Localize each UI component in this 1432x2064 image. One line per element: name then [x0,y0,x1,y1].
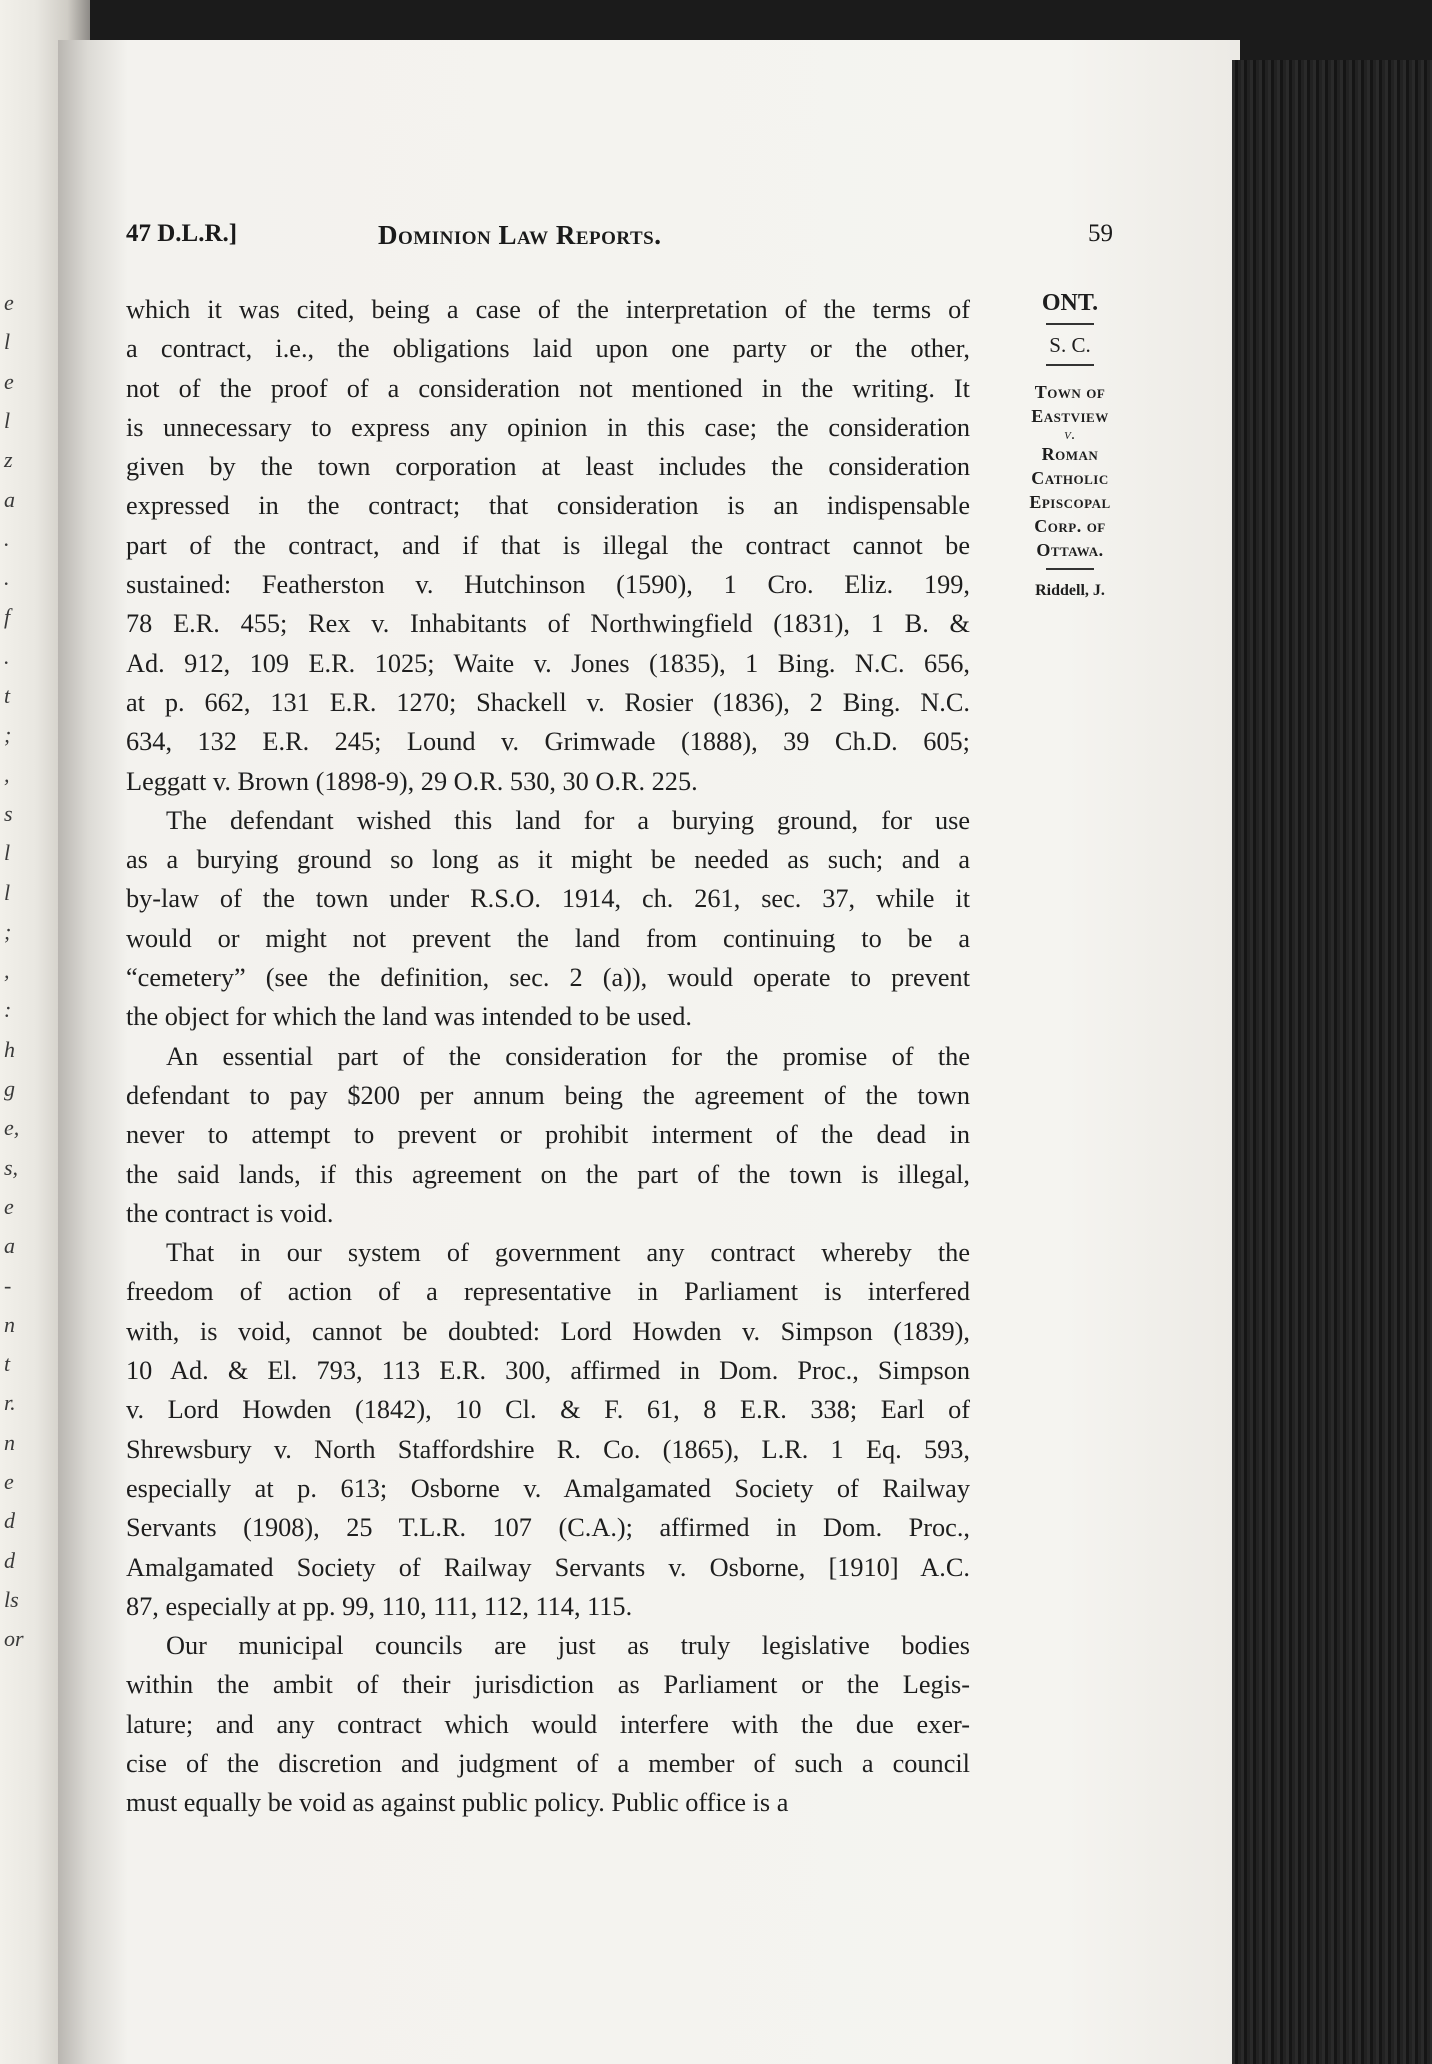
facing-page-char: s, [4,1154,19,1180]
text-line: is unnecessary to express any opinion in this case; the consideration [126,412,970,442]
paragraph-4 [126,1233,970,1626]
text-line: lature; and any contract which would interfere with the due exer- [126,1709,970,1739]
text-line: Our municipal councils are just as truly legislative bodies [166,1631,970,1661]
court-label: ONT. [1041,290,1099,316]
text-line: 87, especially at pp. 99, 110, 111, 112, 114, 115. [126,1591,633,1621]
text-line: Servants (1908), 25 T.L.R. 107 (C.A.); affirmed in Dom. Proc., [126,1513,970,1543]
text-line: the contract is void. [126,1198,334,1228]
text-line: with, is void, cannot be doubted: Lord Howden v. Simpson (1839), [126,1316,970,1346]
facing-page-char: f [4,604,11,630]
facing-page-char: , [4,761,10,787]
facing-page-char: e [4,1469,14,1494]
marginal-sidenote [990,290,1150,600]
judge-name: Riddell, J. [1035,582,1105,599]
page-number: 59 [1088,220,1113,247]
facing-page-char: g [4,1076,15,1101]
facing-page-char: . [4,565,10,591]
text-line: not of the proof of a consideration not mentioned in the writing. It [126,373,970,403]
text-line: An essential part of the consideration for the promise of the [166,1041,970,1071]
text-line: Leggatt v. Brown (1898-9), 29 O.R. 530, 30 O.R. 225. [126,766,698,796]
paragraph-1 [126,290,970,801]
body-text [126,290,970,1823]
facing-page-char: h [4,1036,15,1062]
facing-page-char: ; [4,722,12,748]
text-line: v. Lord Howden (1842), 10 Cl. & F. 61, 8 E.R. 338; Earl of [126,1395,970,1425]
text-line: Shrewsbury v. North Staffordshire R. Co. (1865), L.R. 1 Eq. 593, [126,1434,970,1464]
text-line: Ad. 912, 109 E.R. 1025; Waite v. Jones (1835), 1 Bing. N.C. 656, [126,648,970,678]
facing-page-char: n [4,1311,15,1337]
text-line: must equally be void as against public policy. Public office is a [126,1788,789,1818]
text-line: especially at p. 613; Osborne v. Amalgamated Society of Railway [126,1473,970,1503]
volume-label: 47 D.L.R.] [126,220,238,247]
facing-page-char: e, [4,1115,20,1141]
facing-page-char: e [4,1193,14,1219]
facing-page-char: l [4,329,11,355]
text-line: by-law of the town under R.S.O. 1914, ch. 261, sec. 37, while it [126,884,970,914]
facing-page-char: . [4,643,10,669]
text-line: Amalgamated Society of Railway Servants v. Osborne, [1910] A.C. [126,1552,970,1582]
text-line: at p. 662, 131 E.R. 1270; Shackell v. Rosier (1836), 2 Bing. N.C. [126,687,970,717]
paragraph-5 [126,1626,970,1822]
facing-page-char: d [4,1547,15,1573]
text-line: cise of the discretion and judgment of a member of such a council [126,1748,970,1778]
report-title: Dominion Law Reports. [378,220,662,250]
facing-page-char: a [4,1233,15,1259]
facing-page-char: : [4,997,12,1023]
facing-page-char: e [4,290,14,315]
divider [1046,323,1094,325]
facing-page-char: d [4,1508,15,1534]
facing-page-char: ls [4,1586,19,1612]
division-label: S. C. [1049,333,1091,357]
text-line: the said lands, if this agreement on the part of the town is illegal, [126,1159,970,1189]
text-line: The defendant wished this land for a burying ground, for use [166,805,970,835]
text-line: given by the town corporation at least includes the consideration [126,452,970,482]
text-line: which it was cited, being a case of the interpretation of the terms of [126,295,970,324]
facing-page-char: s [4,800,13,826]
paragraph-3 [126,1037,970,1233]
text-line: within the ambit of their jurisdiction as Parliament or the Legis- [126,1670,970,1700]
facing-page-char: z [4,447,13,473]
facing-page-char: e [4,368,14,394]
text-line: freedom of action of a representative in Parliament is interfered [126,1277,970,1307]
running-header [126,220,1126,260]
text-line: as a burying ground so long as it might be needed as such; and a [126,845,970,875]
facing-page-char: t [4,1351,11,1377]
text-line: defendant to pay $200 per annum being the agreement of the town [126,1080,970,1110]
facing-page-char: , [4,958,10,984]
facing-page-char: t [4,683,11,708]
paragraph-2 [126,801,970,1037]
text-line: expressed in the contract; that consideration is an indispensable [126,491,970,521]
text-line: 78 E.R. 455; Rex v. Inhabitants of Northwingfield (1831), 1 B. & [126,609,970,639]
book-spine [1232,60,1432,2064]
facing-page-char: l [4,879,11,905]
text-line: a contract, i.e., the obligations laid upon one party or the other, [126,334,970,364]
text-line: part of the contract, and if that is illegal the contract cannot be [126,530,970,560]
facing-page-char: ; [4,918,12,944]
facing-page-char: n [4,1429,15,1455]
facing-page-char: or [4,1626,24,1652]
divider [1046,568,1094,570]
facing-page-char: l [4,407,11,433]
facing-page-char: r. [4,1390,16,1416]
facing-page-char: - [4,1272,12,1298]
text-line: That in our system of government any contract whereby the [166,1238,970,1268]
facing-page-char: a [4,486,15,512]
text-line: sustained: Featherston v. Hutchinson (1590), 1 Cro. Eliz. 199, [126,570,970,600]
text-line: would or might not prevent the land from continuing to be a [126,923,970,953]
facing-page-char: . [4,525,10,551]
text-line: the object for which the land was intended to be used. [126,1002,692,1032]
text-line: 10 Ad. & El. 793, 113 E.R. 300, affirmed in Dom. Proc., Simpson [126,1356,970,1386]
text-line: never to attempt to prevent or prohibit interment of the dead in [126,1120,970,1150]
facing-page-char: l [4,840,11,866]
case-name: Town of Eastview v. Roman Catholic Episcopal Corp. of Ottawa. [1029,382,1111,560]
divider [1046,364,1094,366]
text-line: 634, 132 E.R. 245; Lound v. Grimwade (1888), 39 Ch.D. 605; [126,727,970,757]
text-line: “cemetery” (see the definition, sec. 2 (a)), would operate to prevent [126,963,970,993]
